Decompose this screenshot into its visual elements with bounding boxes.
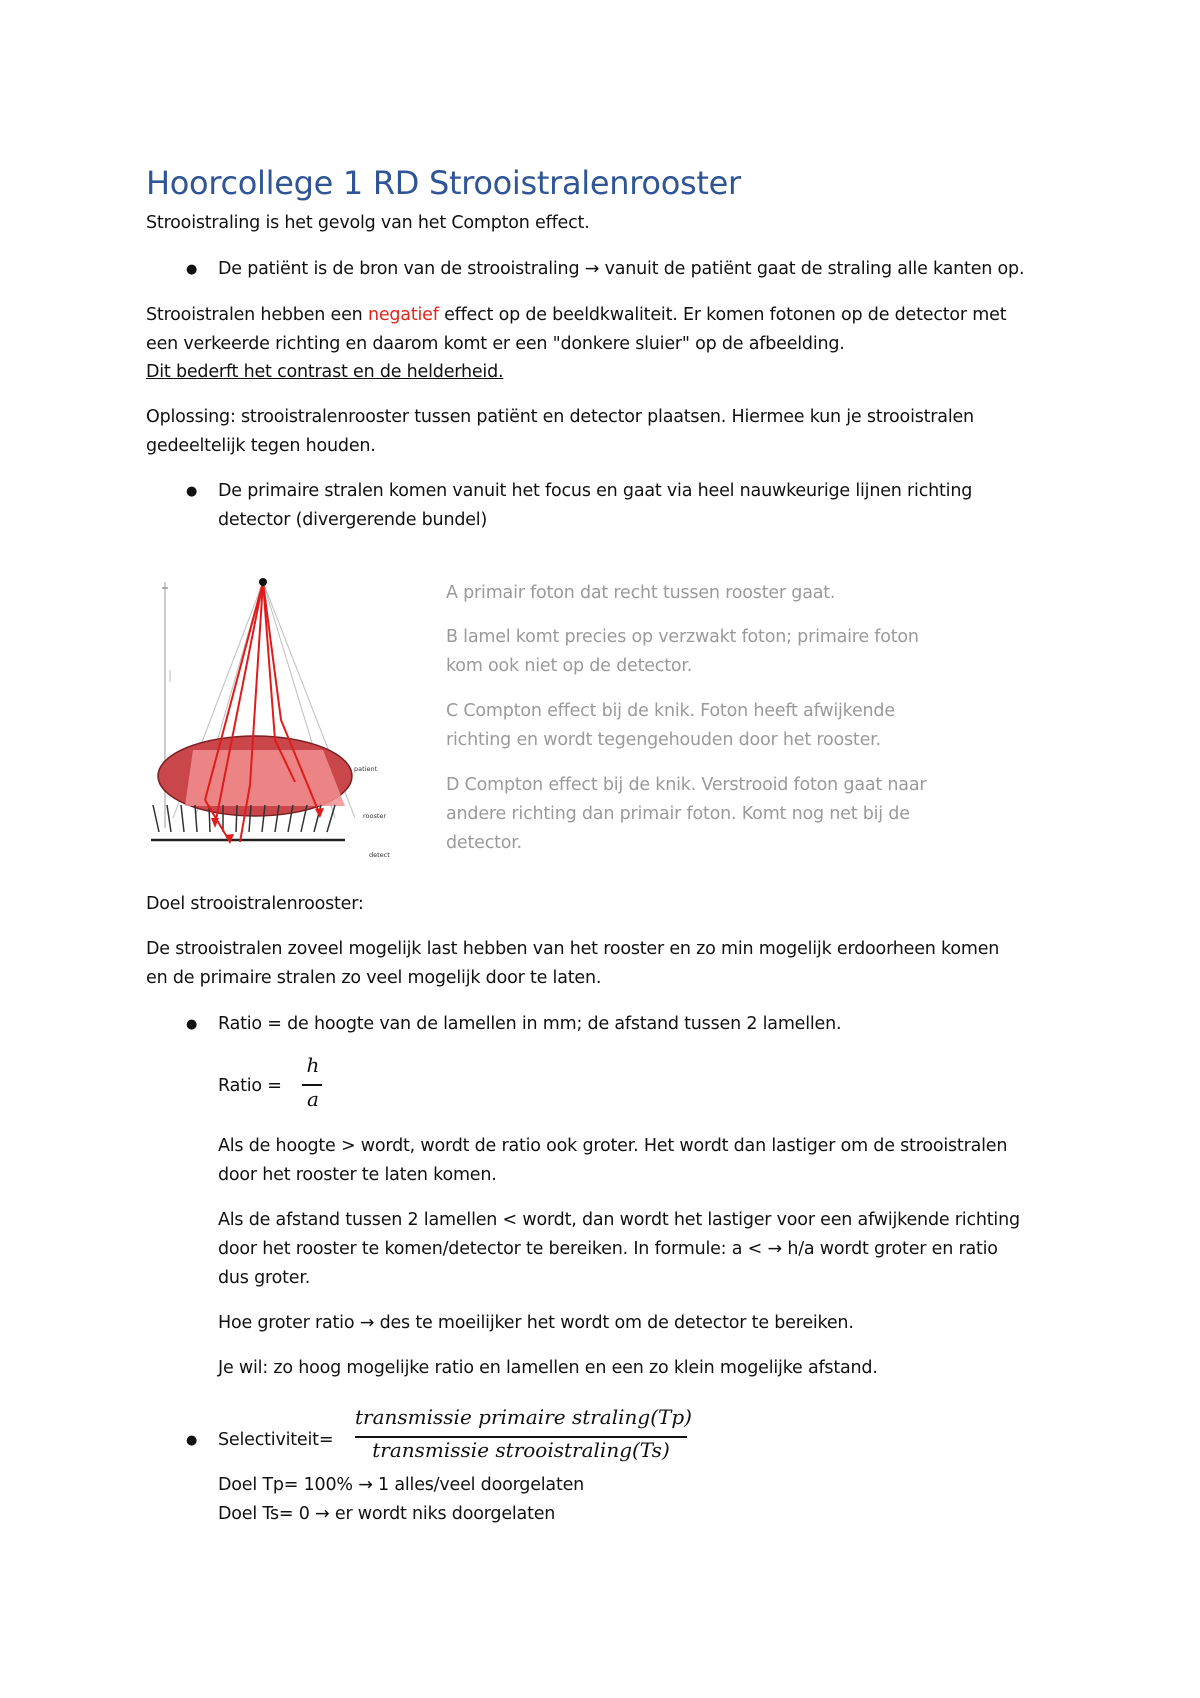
ratio-numerator: h — [306, 1053, 320, 1077]
selectivity-denominator: transmissie strooistraling(Ts) — [372, 1438, 670, 1462]
negatief-highlight: negatief — [367, 305, 439, 325]
ratio-p2-line2 — [218, 1235, 998, 1264]
focus-point — [259, 578, 267, 586]
bullet-dot: ● — [186, 1433, 198, 1448]
text-span: Doel Ts= 0 — [218, 1504, 310, 1524]
arrow-icon: → — [315, 1504, 330, 1524]
intro-text: Strooistraling is het gevolg van het Compton effect. — [146, 213, 590, 233]
bullet-patient-source — [218, 255, 1024, 284]
bullet-dot: ● — [186, 484, 198, 499]
solution-line2: gedeeltelijk tegen houden. — [146, 436, 376, 456]
arrow-icon: → — [359, 1313, 375, 1333]
goal-line1: De strooistralen zoveel mogelijk last hebben van het rooster en zo min mogelijk erdoorheen komen — [146, 939, 1000, 959]
para1-line3-underlined: Dit bederft het contrast en de helderheid. — [146, 362, 504, 382]
ratio-formula-label: Ratio = — [218, 1076, 282, 1096]
legend-d2: andere richting dan primair foton. Komt nog net bij de — [446, 804, 910, 824]
bullet-dot: ● — [186, 262, 198, 277]
legend-c2: richting en wordt tegengehouden door het rooster. — [446, 730, 881, 750]
bullet2-line1: De primaire stralen komen vanuit het focus en gaat via heel nauwkeurige lijnen richting — [218, 481, 973, 501]
goal-ts — [218, 1500, 555, 1529]
beam-in-patient — [185, 750, 345, 806]
text-span: Doel Tp= 100% — [218, 1475, 353, 1495]
text-span: er wordt niks doorgelaten — [334, 1504, 556, 1524]
para1-line2: een verkeerde richting en daarom komt er een "donkere sluier" op de afbeelding. — [146, 334, 845, 354]
solution-line1: Oplossing: strooistralenrooster tussen patiënt en detector plaatsen. Hiermee kun je strooistralen — [146, 407, 974, 427]
ratio-p2-line1: Als de afstand tussen 2 lamellen < wordt, dan wordt het lastiger voor een afwijkende richting — [218, 1210, 1020, 1230]
text-span: effect op de beeldkwaliteit. Er komen fotonen op de detector met — [444, 305, 1007, 325]
text-span: des te moeilijker het wordt om de detector te bereiken. — [379, 1313, 854, 1333]
ratio-p2-line3: dus groter. — [218, 1268, 311, 1288]
legend-d1: D Compton effect bij de knik. Verstrooid foton gaat naar — [446, 775, 927, 795]
text-span: door het rooster te komen/detector te bereiken. In formule: a < — [218, 1239, 763, 1259]
text-span: Strooistralen hebben een — [146, 305, 363, 325]
legend-c1: C Compton effect bij de knik. Foton heeft afwijkende — [446, 701, 895, 721]
bullet1-text-after: vanuit de patiënt gaat de straling alle kanten op. — [604, 259, 1025, 279]
legend-b1: B lamel komt precies op verzwakt foton; primaire foton — [446, 627, 919, 647]
goal-heading: Doel strooistralenrooster: — [146, 894, 364, 914]
bullet1-text: De patiënt is de bron van de strooistraling — [218, 259, 580, 279]
ratio-p4: Je wil: zo hoog mogelijke ratio en lamellen en een zo klein mogelijke afstand. — [218, 1358, 878, 1378]
ratio-p1-line2: door het rooster te laten komen. — [218, 1165, 497, 1185]
bullet2-line2: detector (divergerende bundel) — [218, 510, 488, 530]
grid-diagram — [145, 560, 410, 860]
goal-tp — [218, 1471, 584, 1500]
ratio-p3 — [218, 1309, 854, 1338]
label-patient: patient — [354, 765, 378, 773]
label-rooster: rooster — [363, 812, 387, 820]
label-detect: detect — [369, 851, 390, 859]
selectivity-numerator: transmissie primaire straling(Tp) — [355, 1405, 692, 1429]
ratio-denominator: a — [307, 1087, 319, 1111]
selectivity-label: Selectiviteit= — [218, 1430, 334, 1450]
text-span: h/a wordt groter en ratio — [787, 1239, 998, 1259]
legend-d3: detector. — [446, 833, 523, 853]
page-title: Hoorcollege 1 RD Strooistralenrooster — [146, 164, 741, 202]
ratio-fraction-bar — [302, 1084, 322, 1086]
arrow-icon: → — [584, 259, 600, 279]
arrow-icon: → — [767, 1239, 782, 1259]
text-span: 1 alles/veel doorgelaten — [378, 1475, 585, 1495]
ratio-bullet: Ratio = de hoogte van de lamellen in mm; de afstand tussen 2 lamellen. — [218, 1014, 842, 1034]
goal-line2: en de primaire stralen zo veel mogelijk door te laten. — [146, 968, 602, 988]
bullet-dot: ● — [186, 1017, 198, 1032]
legend-a: A primair foton dat recht tussen rooster gaat. — [446, 583, 836, 603]
ratio-p1-line1: Als de hoogte > wordt, wordt de ratio ook groter. Het wordt dan lastiger om de strooistralen — [218, 1136, 1008, 1156]
legend-b2: kom ook niet op de detector. — [446, 656, 693, 676]
text-span: Hoe groter ratio — [218, 1313, 355, 1333]
arrow-icon: → — [358, 1475, 373, 1495]
para1-line1 — [146, 301, 1006, 330]
